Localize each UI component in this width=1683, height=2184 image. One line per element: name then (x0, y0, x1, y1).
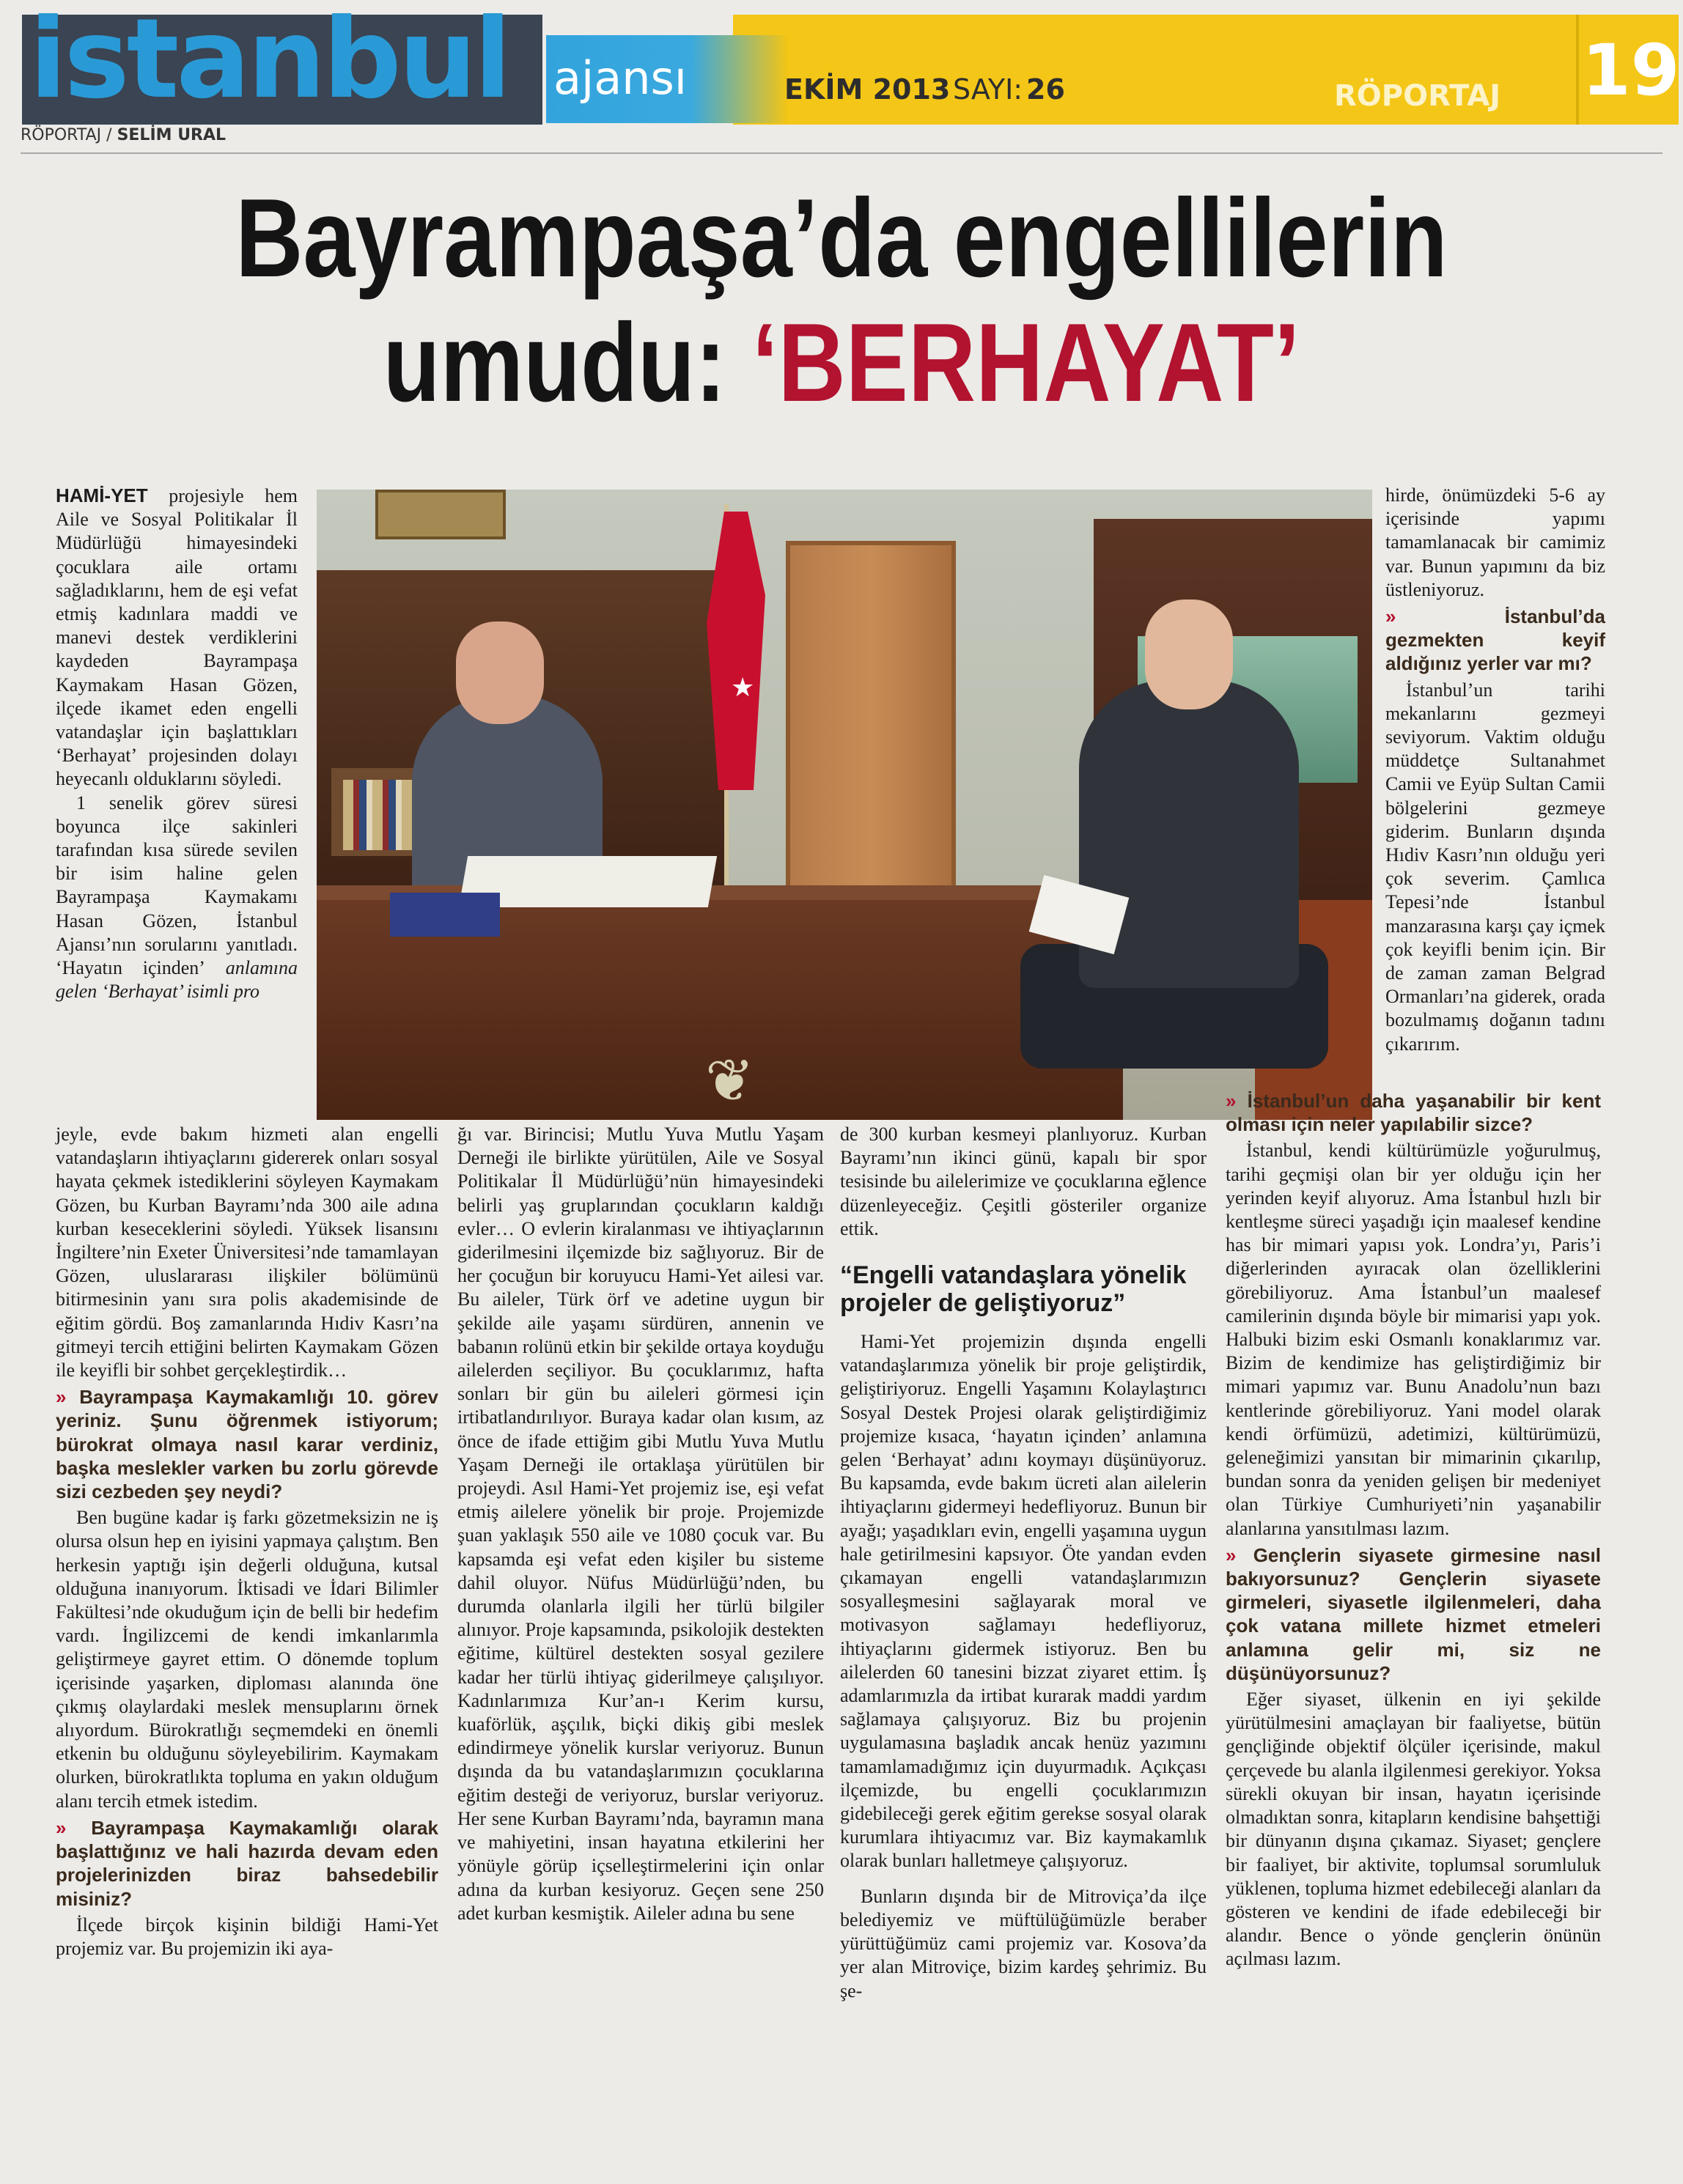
question-5-marker: » (1226, 1543, 1237, 1566)
masthead-logo-suffix: ajansı (553, 51, 688, 105)
masthead-logo: istanbul (29, 0, 509, 123)
column-3-body: Hami-Yet projemizin dışında engelli vatandaşlarımıza yönelik bir proje geliştirdik, geliştiriyoruz. Engelli Yaşamını Kolaylaştırıcı Sosyal Destek Projesi olarak geliştirdiğimiz projemize kısaca, ‘hayatın içinden’ anlamına gelen ‘Berhayat’ adını koymayı düşünüyoruz. Bu kapsamda, evde bakım ücreti alan ailelerin ihtiyaçlarını gidermeyi hedefliyoruz. Bunun bir ayağı; yaşadıkları evin, engelli yaşamına uygun hale getirilmesini kapsıyor. Öte yandan evden çıkamayan engelli vatandaşlarımızın sosyalleşmesini sağlayarak moral ve motivasyon sağlamayı hedefliyoruz, ihtiyaçlarını gidermek istiyoruz. Ben bu ailelerden 60 tanesini bizzat ziyaret ettim. İş adamlarımızla da irtibat kurarak maddi yardım sağlamaya çalışıyoruz. Biz bu projenin uygulamasına başladık ancak henüz yazımını tamamlamadığımız için duyurmadık. Açıkçası ilçemizde, bu engelli çocuklarımızın gidebileceği gerek eğitim gerekse sosyal olarak kurumlara ihtiyacımız var. Biz kaymakamlık olarak bunları halletmeye çalışıyoruz. (840, 1331, 1207, 1872)
intro-italic: anlamına gelen ‘Berhayat’ isimli pro (56, 957, 298, 1003)
question-3-text: İstanbul’da gezmekten keyif aldığınız yerler var mı? (1385, 605, 1605, 675)
question-1 (56, 1385, 438, 1503)
headline-accent: ‘BERHAYAT’ (752, 300, 1300, 425)
question-2 (56, 1816, 438, 1911)
answer-1: Ben bugüne kadar iş farkı gözetmeksizin ne iş olursa olsun hep en iyisini yapmaya çalıştım. Ben herkesin yaptığı işin değerli olduğuna, kutsal olduğuna inanıyorum. İktisadi ve İdari Bilimler Fakültesi’nde okuduğum için de belli bir hedefim vardı. İngilizcemi de kendi imkanlarımla geliştirmeye gayret ettim. O dönemde toplum içerisinde yaşarken, diploması alanında öne çıkmış olaylardaki meslek mensuplarını örnek alıyordum. Bürokratlığı seçmemdeki en önemli etkenin bu olduğunu söyleyebilirim. Kaymakam olurken, bürokratlıkta topluma en yakın olduğum alanı tercih etmek istedim. (56, 1507, 438, 1812)
article-column-3 (840, 1123, 1207, 2003)
article-intro (56, 792, 298, 1004)
column-3-closing: Bunların dışında bir de Mitroviça’da ilçe belediyemiz ve müftülüğümüzle beraber yürüttüğümüz cami projemiz var. Kosova’da yer alan Mitroviçe, bizim kardeş şehrimiz. Bu şe- (840, 1885, 1207, 2002)
article-column-4 (1385, 484, 1605, 1056)
article-column-1-top (56, 484, 298, 1003)
article-column-5 (1226, 1086, 1601, 1971)
question-1-text: Bayrampaşa Kaymakamlığı 10. görev yeriniz. Şunu öğrenmek istiyorum; bürokrat olmaya nasıl karar verdiniz, başka meslekler varken bu zorlu görevde sizi cezbeden şey neydi? (56, 1386, 438, 1503)
photo-wall-frame (375, 490, 506, 539)
photo-desk-book (390, 893, 500, 937)
issue-number: 26 (1026, 73, 1065, 106)
byline-separator: / (106, 126, 112, 144)
flag-star-icon: ★ (731, 673, 755, 703)
question-2-marker: » (56, 1816, 67, 1839)
intro-text: 1 senelik görev süresi boyunca ilçe sakinleri tarafından kısa sürede sevilen bir isim haline gelen Bayrampaşa Kaymakamı Hasan Gözen, İstanbul Ajansı’nın sorularını yanıtladı. ‘Hayatın içinden’ (56, 792, 298, 979)
article-column-2 (457, 1123, 824, 1925)
header-divider (21, 152, 1662, 154)
answer-4: İstanbul, kendi kültürümüzle yoğurulmuş, tarihi geçmişi olan bir yer olduğu için her yerinden keyif alıyoruz. Ama İstanbul hızlı bir kentleşme süreci yaşadığı için maalesef kendine has bir mimari yapısı yok. Londra’yı, Paris’i diğerlerinden ayıracak olan özelliklerini görebiliyoruz. Ama İstanbul’un maalesef camilerinin dışında böyle bir mimarisi yapı yok. Halbuki bizim eski Osmanlı konaklarımız var. Bizim de kendimize has geliştirdiğimiz bir mimari yapımız var. Bunu Anadolu’nun bazı kentlerinde görebiliyoruz. Yani model olarak kendi örfümüzü, adetimizi, kültürümüzü, geleneğimizi yansıtan bir mimarinin çıkarılıp, bundan sonra da yeniden gelişen bir medeniyet olan Türkiye Cumhuriyeti’nin yaşanabilir alanlarına yansıtılması lazım. (1226, 1140, 1601, 1539)
question-3-marker: » (1385, 605, 1396, 628)
question-4 (1226, 1089, 1601, 1136)
headline-line-2 (135, 300, 1549, 425)
photo-door (786, 541, 956, 916)
article-column-1-bottom (56, 1123, 438, 1960)
interview-photo (317, 490, 1372, 1120)
section-name: RÖPORTAJ (1334, 79, 1501, 113)
headline-line-2-prefix: umudu: (383, 300, 753, 425)
byline (21, 126, 226, 144)
answer-3: İstanbul’un tarihi mekanlarını gezmeyi seviyorum. Vaktim olduğu müddetçe Sultanahmet Camii ve Eyüp Sultan Camii bölgelerini gezmeye giderim. Bunların dışında Hıdiv Kasrı’nın olduğu yeri çok severim. Çamlıca Tepesi’nde İstanbul manzarasına karşı çay içmek çok keyifli benim için. Bir de zaman zaman Belgrad Ormanları’na giderek, orada bozulmamış doğanın tadını çıkarırım. (1385, 679, 1605, 1055)
byline-author: SELİM URAL (117, 126, 227, 144)
photo-reporter-head (1145, 600, 1233, 709)
question-1-marker: » (56, 1386, 67, 1409)
masthead (0, 0, 1683, 128)
issue-date: EKİM 2013 (784, 73, 951, 106)
byline-section: RÖPORTAJ (21, 126, 102, 144)
column-2-text: ğı var. Birincisi; Mutlu Yuva Mutlu Yaşam Derneği ile birlikte yürütülen, Aile ve Sosyal Politikalar İl Müdürlüğü’nün himayesindeki belirli yaş gruplarından çocukların kaldığı evler… O evlerin kiralanması ve ihtiyaçlarının giderilmesini ilçemizde biz sağlıyoruz. Bir de her çocuğun bir koruyucu Hami-Yet ailesi var. Bu aileler, Türk örf ve adetine uygun bir şekilde aile yaşamı sürdüren, annenin ve babanın rolünü etkin bir şekilde ortaya koyduğu ailelerden seçiliyor. Bu çocuklarımız, hafta sonları bir gün bu aileleri görmesi için irtibatlandırılıyor. Buraya kadar olan kısım, az önce de ifade ettiğim gibi Mutlu Yuva Mutlu Yaşam Derneği ile ortaklaşa yürütülen bir projeydi. Asıl Hami-Yet projemiz ise, eşi vefat etmiş ailelere yönelik bir proje. Projemizde şuan yaklaşık 550 aile ve 1080 çocuk var. Bu kapsamda eşi vefat eden kişiler bu sisteme dahil oluyor. Nüfus Müdürlüğü’nden, bu durumda olanlarla ilgili her türlü bilgiler alınıyor. Proje kapsamında, psikolojik destekten eğitime, kültürel destekten sosyal gezilere kadar her türlü ihtiyaç giderilmeye çalışılıyor. Kadınlarımıza Kur’an-ı Kerim kursu, kuaförlük, aşçılık, biçki dikiş gibi meslek edindirmeye yönelik kurslar veriyoruz. Bunun dışında da bu vatandaşlarımızın çocuklarına eğitim desteği de veriyoruz, burslar veriyoruz. Her sene Kurban Bayramı’nda, bayramın mana ve mahiyetini, insan hayatına etkilerini her yönüyle görüp içselleştirmelerini için onlar adına da kurban kesiyoruz. Geçen sene 250 adet kurban kesmiştik. Aileler adına bu sene (457, 1124, 824, 1924)
answer-5: Eğer siyaset, ülkenin en iyi şekilde yürütülmesini amaçlayan bir faaliyetse, bütün gençliğinde objektif ölçüler içerisinde, makul çerçevede bu alanla ilgilenmesi gerekiyor. Yoksa sürekli okuyan bir insan, hayatın içerisinde olmadıktan sonra, kitapların kendisine bahşettiği bir dünyanın dışına çıkamaz. Siyaset; gençlere bir faaliyet, bir aktivite, toplumsal sorumluluk yüklenen, topluma hizmet edebileceği alanları da gösteren ve kendini de ifade edebileceği bir alandır. Bence o yönde gençlerin önünün açılması lazım. (1226, 1689, 1601, 1970)
headline-line-1: Bayrampaşa’da engellilerin (235, 176, 1448, 300)
page-number: 19 (1582, 29, 1680, 111)
question-2-text: Bayrampaşa Kaymakamlığı olarak başlattığınız ve hali hazırda devam eden projelerinizden biraz bahsedebilir misiniz? (56, 1816, 438, 1910)
headline (135, 176, 1549, 425)
column-3-text: de 300 kurban kesmeyi planlıyoruz. Kurban Bayramı’nın ikinci günü, kapalı bir spor tesisinde bu ailelerimize ve çocuklarına eğlence düzenleyeceğiz. Çeşitli gösteriler organize ettik. (840, 1124, 1207, 1239)
photo-governor-head (456, 621, 544, 724)
intro-continued: jeyle, evde bakım hizmeti alan engelli vatandaşların ihtiyaçlarını gidererek onları sosyal hayata çekmek istediklerini söyleyen Kaymakam Gözen, bu Kurban Bayramı’nda 300 aile adına kurban keseceklerini söyledi. Yüksek lisansını İngiltere’nin Exeter Üniversitesi’nde tamamlayan Gözen, uluslararası ilişkiler bölümünü bitirmesinin yanı sıra polis akademisinde de eğitim gördü. Boş zamanlarında Hıdiv Kasrı’na gitmeyi tercih ettiğini belirten Kaymakam Gözen ile keyifli bir sohbet gerçekleştirdik… (56, 1124, 438, 1381)
photo-ornament-icon: ❦ (705, 1047, 755, 1115)
lead-text: projesiyle hem Aile ve Sosyal Politikalar İl Müdürlüğü himayesindeki çocuklara aile ortamı sağladıklarını, hem de eşi vefat etmiş kadınlara maddi ve manevi destek verdiklerini kaydeden Bayrampaşa Kaymakam Hasan Gözen, ilçede ikamet eden engelli vatandaşlar için başlattıkları ‘Berhayat’ projesinden dolayı heyecanlı olduklarını söyledi. (56, 485, 298, 790)
issue-label: SAYI: (953, 73, 1023, 106)
question-5-text: Gençlerin siyasete girmesine nasıl bakıyorsunuz? Gençlerin siyasete girmeleri, siyasetle ilgilenmeleri, daha çok vatana millete hizmet etmeleri anlamına gelir mi, siz ne düşünüyorsunuz? (1226, 1543, 1601, 1684)
lead-bold: HAMİ-YET (56, 484, 148, 506)
question-5 (1226, 1543, 1601, 1685)
question-3 (1385, 605, 1605, 676)
article-lead (56, 484, 298, 792)
question-4-marker: » (1226, 1090, 1237, 1112)
column-4-text: hirde, önümüzdeki 5-6 ay içerisinde yapımı tamamlanacak bir camimiz var. Bunun yapımını da biz üstleniyoruz. (1385, 484, 1605, 600)
subheading: “Engelli vatandaşlara yönelik projeler de geliştiyoruz” (840, 1261, 1187, 1318)
question-4-text: İstanbul’un daha yaşanabilir bir kent olması için neler yapılabilir sizce? (1226, 1090, 1601, 1136)
answer-2: İlçede birçok kişinin bildiği Hami-Yet projemiz var. Bu projemizin iki aya- (56, 1914, 438, 1959)
